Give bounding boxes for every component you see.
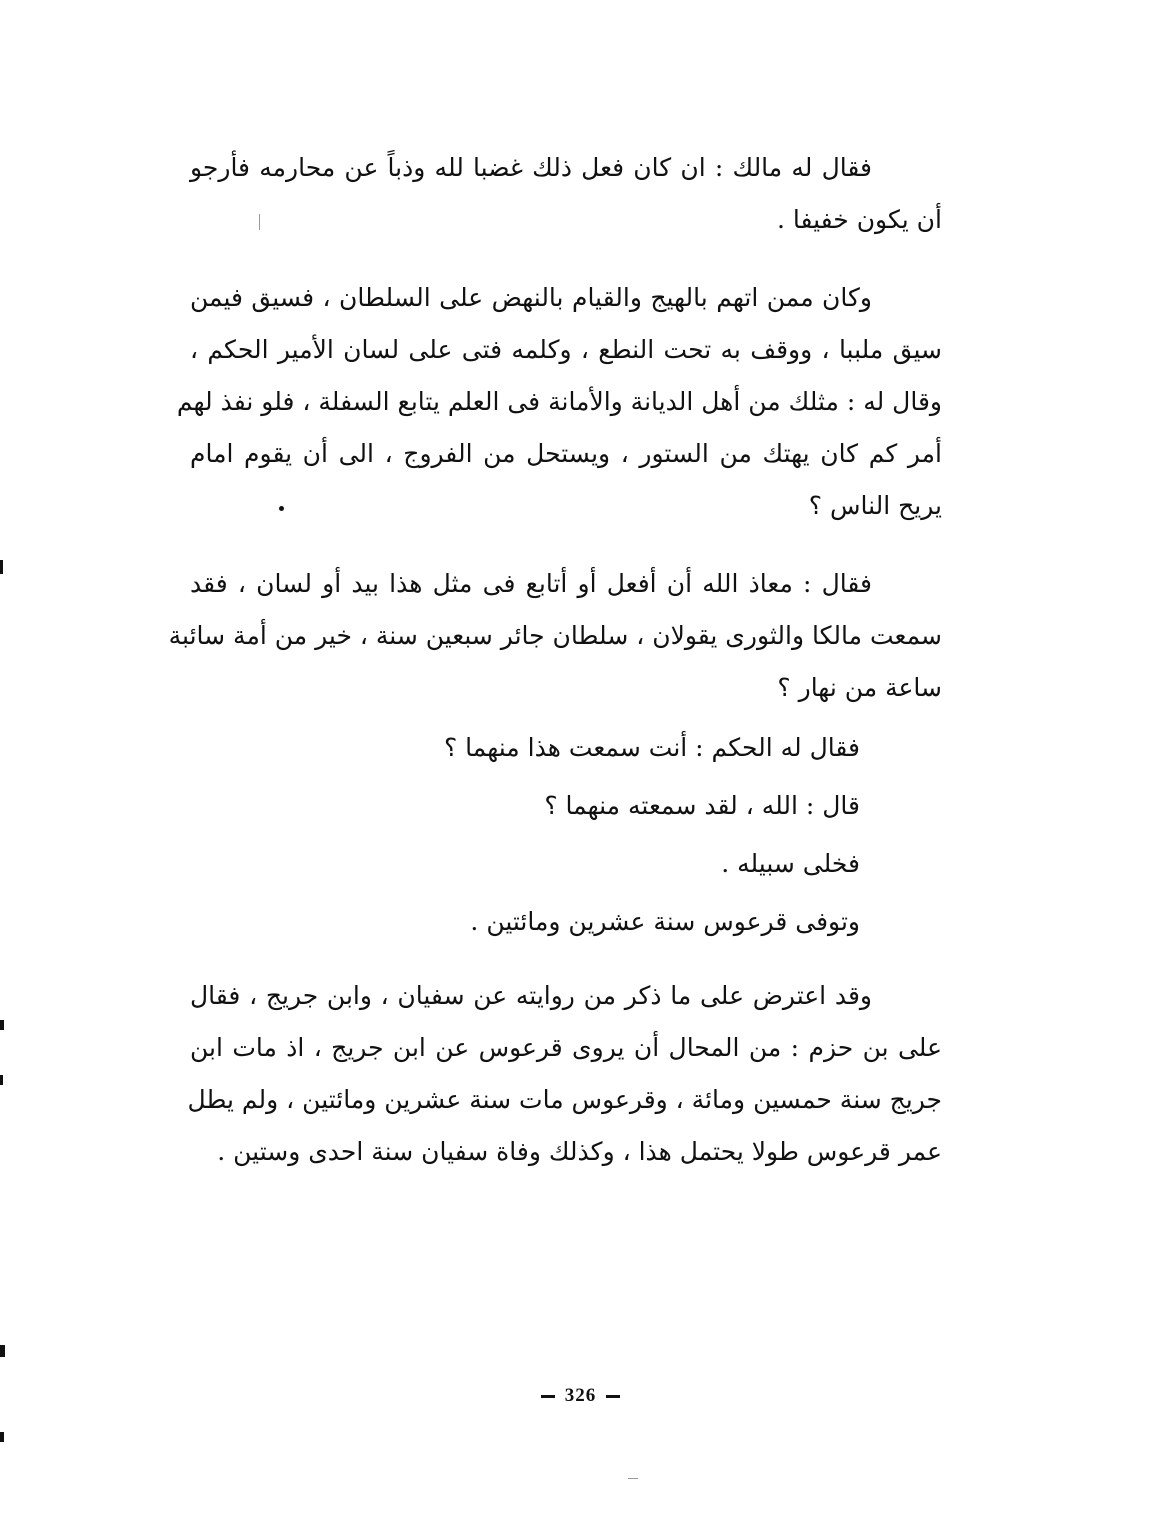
text-line: ساعة من نهار ؟ xyxy=(777,673,942,702)
text-line: أمر كم كان يهتك من الستور ، ويستحل من الفروج ، الى أن يقوم امام xyxy=(190,439,942,468)
scan-mark xyxy=(0,1345,5,1357)
text-line: فقال : معاذ الله أن أفعل أو أتابع فى مثل هذا بيد أو لسان ، فقد xyxy=(190,569,872,598)
scan-mark xyxy=(0,1020,4,1030)
text-line: فقال له مالك : ان كان فعل ذلك غضبا لله وذباً عن محارمه فأرجو xyxy=(190,153,872,182)
text-line: وقال له : مثلك من أهل الديانة والأمانة فى العلم يتابع السفلة ، فلو نفذ لهم xyxy=(176,387,942,416)
dash-icon xyxy=(606,1395,620,1398)
dash-icon xyxy=(541,1395,555,1398)
paragraph-2 xyxy=(176,272,942,532)
text-line: سمعت مالكا والثورى يقولان ، سلطان جائر سبعين سنة ، خير من أمة سائبة xyxy=(168,621,942,650)
dialogue-line: وتوفى قرعوس سنة عشرين ومائتين . xyxy=(470,907,860,936)
scan-mark xyxy=(628,1478,638,1479)
scan-mark xyxy=(279,506,284,511)
paragraph-4 xyxy=(187,970,942,1178)
text-line: وكان ممن اتهم بالهيج والقيام بالنهض على السلطان ، فسيق فيمن xyxy=(190,283,872,312)
dialogue-line: قال : الله ، لقد سمعته منهما ؟ xyxy=(544,791,860,820)
page-number xyxy=(0,1385,1161,1407)
text-line: وقد اعترض على ما ذكر من روايته عن سفيان ، وابن جريج ، فقال xyxy=(190,981,872,1010)
text-line: يريح الناس ؟ xyxy=(808,491,942,520)
dialogue-line: فقال له الحكم : أنت سمعت هذا منهما ؟ xyxy=(443,733,860,762)
text-line: جريج سنة حمسين ومائة ، وقرعوس مات سنة عشرين ومائتين ، ولم يطل xyxy=(187,1085,942,1114)
text-line: على بن حزم : من المحال أن يروى قرعوس عن ابن جريج ، اذ مات ابن xyxy=(190,1033,942,1062)
scan-mark xyxy=(0,1432,4,1442)
text-line: عمر قرعوس طولا يحتمل هذا ، وكذلك وفاة سفيان سنة احدى وستين . xyxy=(217,1137,942,1166)
scan-mark xyxy=(259,214,260,230)
text-line: سيق ملببا ، ووقف به تحت النطع ، وكلمه فتى على لسان الأمير الحكم ، xyxy=(190,335,942,364)
scan-mark xyxy=(0,560,3,574)
paragraph-1 xyxy=(190,142,942,246)
dialogue-line: فخلى سبيله . xyxy=(721,849,860,878)
scan-mark xyxy=(0,1075,3,1085)
page-number-text: 326 xyxy=(564,1385,597,1406)
text-line: أن يكون خفيفا . xyxy=(776,205,942,234)
paragraph-3 xyxy=(168,558,942,714)
